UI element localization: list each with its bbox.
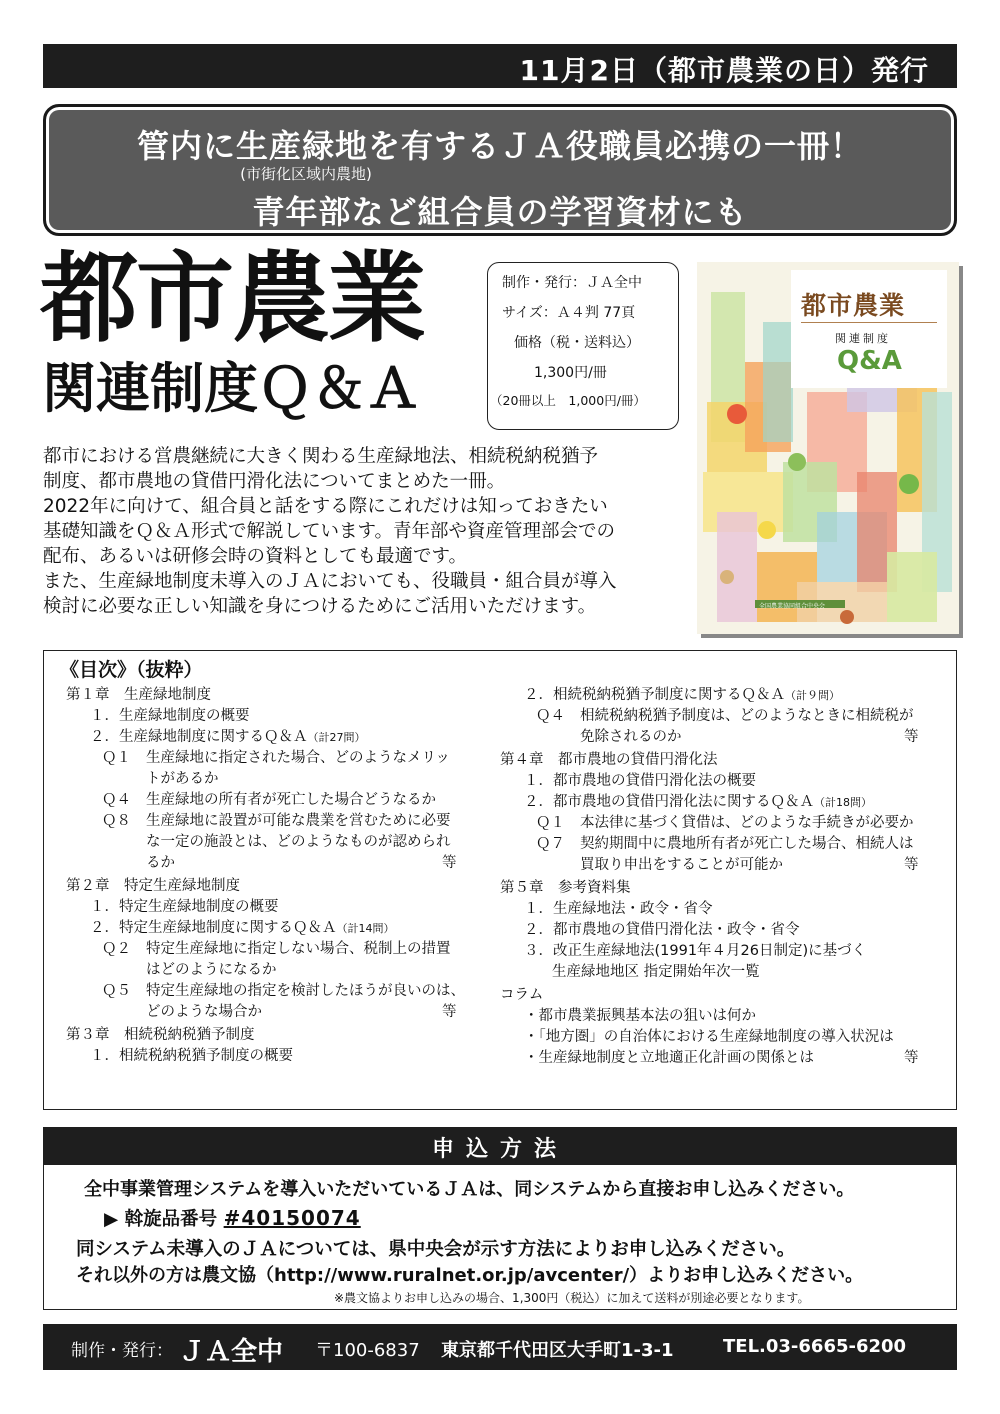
toc-section: １．生産緑地制度の概要 [90, 708, 250, 724]
product-code: #40150074 [223, 1206, 361, 1230]
toc-chapter: コラム [500, 987, 544, 1003]
toc-question: 特定生産緑地に指定しない場合、税制上の措置 [146, 941, 451, 957]
toc-question: 契約期間中に農地所有者が死亡した場合、相続人は [580, 836, 914, 852]
description [43, 444, 683, 619]
toc-question: 免除されるのか [580, 729, 682, 745]
book-cover-qa: Q&A [837, 346, 902, 376]
toc-etc: 等 [442, 855, 457, 871]
toc-question: な一定の施設とは、どのようなものが認められ [146, 834, 451, 850]
toc-chapter: 第５章 参考資料集 [500, 880, 631, 896]
book-cover-subtitle: 関連制度 [835, 332, 891, 345]
toc-section: ２．相続税納税猶予制度に関するＱ＆Ａ（計９問） [524, 687, 840, 703]
toc-question: 相続税納税猶予制度は、どのようなときに相続税が [580, 708, 914, 724]
toc-question-no: Ｑ４ [102, 792, 131, 808]
toc-section: １．相続税納税猶予制度の概要 [90, 1048, 293, 1064]
toc-etc: 等 [442, 1004, 457, 1020]
sub-title: 関連制度Ｑ＆Ａ [42, 357, 420, 420]
footer-bar [43, 1324, 957, 1370]
toc-section: 生産緑地地区 指定開始年次一覧 [552, 964, 760, 980]
description-line: また、生産緑地制度未導入のＪＡにおいても、役職員・組合員が導入 [43, 571, 617, 592]
description-line: 検討に必要な正しい知識を身につけるためにご活用いただけます。 [43, 596, 597, 617]
issue-date: 11月2日（都市農業の日）発行 [519, 54, 929, 87]
apply-box [43, 1165, 957, 1310]
toc-question-no: Ｑ５ [102, 983, 131, 999]
headline-ruby: (市街化区域内農地) [240, 165, 372, 183]
toc-question: 生産緑地に設置が可能な農業を営むために必要 [146, 813, 451, 829]
toc-question: どのような場合か [146, 1004, 262, 1020]
book-cover-title: 都市農業 [801, 291, 906, 320]
info-price-label: 価格（税・送料込） [514, 335, 640, 351]
product-info-box [487, 262, 679, 430]
toc-section: １．都市農地の貸借円滑化法の概要 [524, 773, 756, 789]
toc-column-item: ・都市農業振興基本法の狙いは何か [524, 1008, 756, 1024]
headline-line-1: 管内に生産緑地を有するＪＡ役職員必携の一冊！ [136, 127, 863, 165]
info-price: 1,300円/冊 [534, 365, 607, 381]
book-cover-image [697, 262, 959, 634]
toc-question: 生産緑地に指定された場合、どのようなメリッ [146, 750, 450, 766]
toc-question: トがあるか [146, 771, 219, 787]
toc-question: はどのようになるか [146, 962, 277, 978]
footer-label: 制作・発行： [71, 1341, 173, 1361]
toc-section: ２．都市農地の貸借円滑化法に関するＱ＆Ａ（計18問） [524, 794, 872, 810]
footer-org: ＪＡ全中 [179, 1337, 284, 1367]
toc-section: ２．生産緑地制度に関するＱ＆Ａ（計27問） [90, 729, 366, 745]
toc-section: １．特定生産緑地制度の概要 [90, 899, 279, 915]
toc-question-no: Ｑ４ [536, 708, 565, 724]
description-line: 配布、あるいは研修会時の資料としても最適です。 [43, 546, 468, 567]
toc-question-no: Ｑ１ [536, 815, 565, 831]
toc-chapter: 第３章 相続税納税猶予制度 [66, 1027, 255, 1043]
apply-line-4: それ以外の方は農文協（http://www.ruralnet.or.jp/avcenter/）よりお申し込みください。 [76, 1265, 864, 1286]
toc-section: ３．改正生産緑地法(1991年４月26日制定)に基づく [524, 943, 867, 959]
toc-question-no: Ｑ８ [102, 813, 131, 829]
toc-section: ２．特定生産緑地制度に関するＱ＆Ａ（計14問） [90, 920, 395, 936]
toc-chapter: 第２章 特定生産緑地制度 [66, 878, 240, 894]
toc-heading: 《目次》（抜粋） [60, 659, 203, 681]
toc-etc: 等 [904, 729, 919, 745]
product-code-line [104, 1205, 361, 1231]
info-publisher: 制作・発行：ＪＡ全中 [502, 275, 642, 291]
toc-column-item: ・「地方圏」の自治体における生産緑地制度の導入状況は [524, 1029, 894, 1045]
toc-question-no: Ｑ７ [536, 836, 565, 852]
info-bulk-price: （20冊以上 1,000円/冊） [490, 393, 646, 408]
apply-line-1: 全中事業管理システムを導入いただいているＪＡは、同システムから直接お申し込みください。 [84, 1179, 855, 1200]
toc-chapter: 第１章 生産緑地制度 [66, 687, 211, 703]
footer-tel: TEL.03-6665-6200 [723, 1336, 907, 1357]
toc-question: 特定生産緑地の指定を検討したほうが良いのは、 [146, 983, 465, 999]
apply-line-3: 同システム未導入のＪＡについては、県中央会が示す方法によりお申し込みください。 [76, 1239, 796, 1260]
info-size: サイズ：Ａ４判 77頁 [502, 305, 636, 321]
description-line: 基礎知識をＱ＆Ａ形式で解説しています。青年部や資産管理部会での [43, 521, 616, 542]
toc-etc: 等 [904, 1050, 919, 1066]
footer-postal: 〒100-6837 [315, 1340, 420, 1361]
description-line: 2022年に向けて、組合員と話をする際にこれだけは知っておきたい [43, 496, 608, 517]
apply-heading: 申込方法 [431, 1137, 568, 1162]
headline-box [43, 104, 957, 236]
toc-question: 買取り申出をすることが可能か [580, 857, 783, 873]
toc-section: １．生産緑地法・政令・省令 [524, 901, 713, 917]
issue-date-bar [43, 44, 957, 88]
book-title-panel [791, 270, 947, 388]
footer-address: 東京都千代田区大手町1-3-1 [441, 1340, 674, 1361]
toc-column-item: ・生産緑地制度と立地適正化計画の関係とは [524, 1050, 814, 1066]
toc-question: 本法律に基づく貸借は、どのような手続きが必要か [580, 815, 914, 831]
description-line: 制度、都市農地の貸借円滑化法についてまとめた一冊。 [43, 471, 506, 492]
main-title: 都市農業 [40, 242, 425, 356]
table-of-contents [43, 650, 957, 1110]
book-cover-publisher: 全国農業協同組合中央会 [759, 603, 826, 610]
toc-question-no: Ｑ２ [102, 941, 131, 957]
headline-line-2: 青年部など組合員の学習資材にも [252, 193, 748, 231]
toc-question-no: Ｑ１ [102, 750, 131, 766]
toc-chapter: 第４章 都市農地の貸借円滑化法 [500, 752, 718, 768]
toc-etc: 等 [904, 857, 919, 873]
product-code-label: ▶ 斡旋品番号 [104, 1209, 218, 1230]
toc-question: るか [146, 855, 175, 871]
apply-heading-bar [43, 1127, 957, 1165]
description-line: 都市における営農継続に大きく関わる生産緑地法、相続税納税猶予 [43, 446, 599, 467]
toc-question: 生産緑地の所有者が死亡した場合どうなるか [146, 792, 436, 808]
toc-section: ２．都市農地の貸借円滑化法・政令・省令 [524, 922, 800, 938]
apply-note: ※農文協よりお申し込みの場合、1,300円（税込）に加えて送料が別途必要となります。 [334, 1291, 810, 1305]
